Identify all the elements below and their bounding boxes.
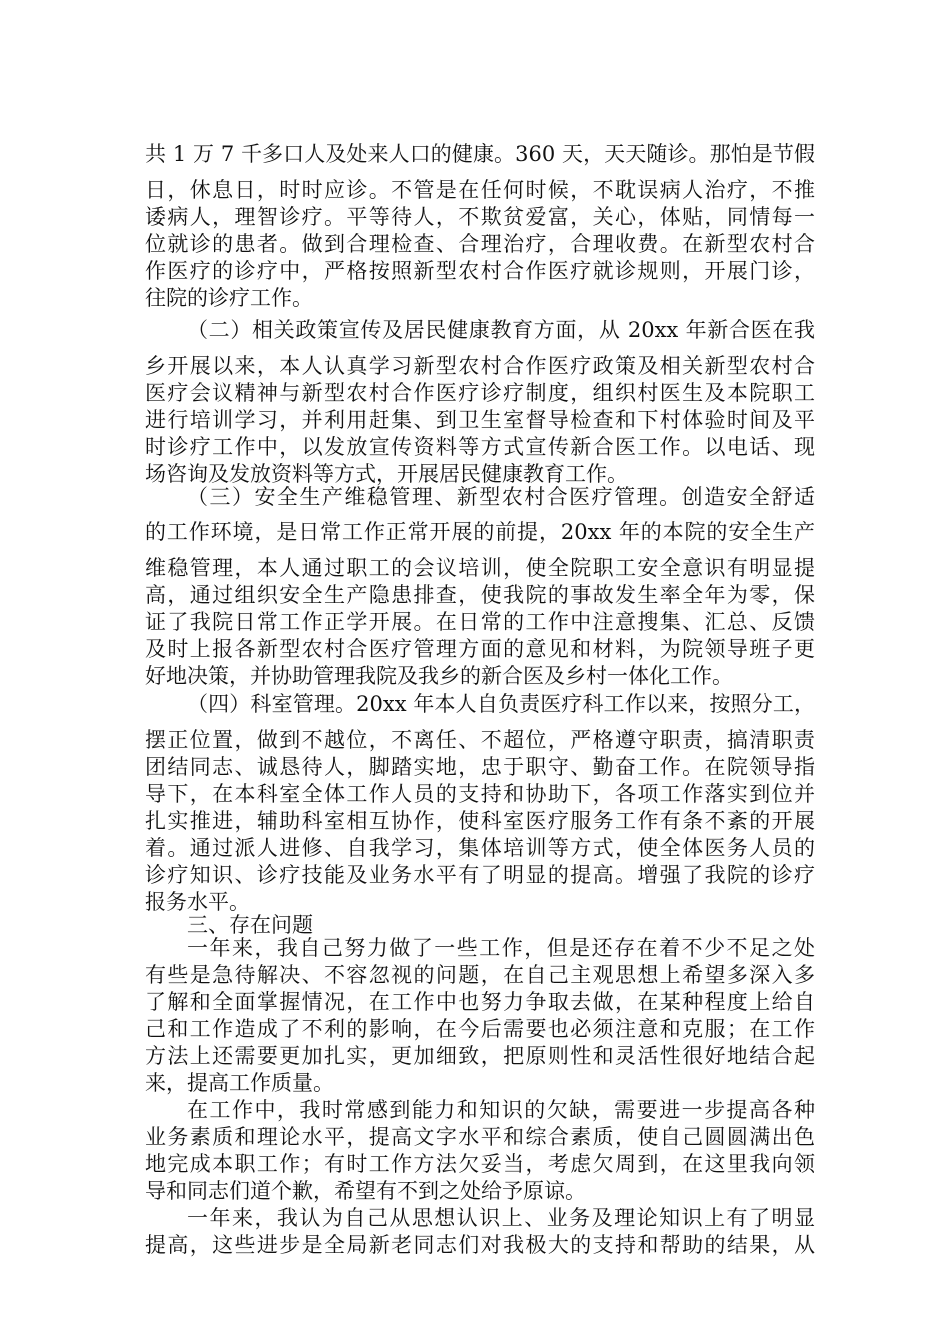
text-line: （四）科室管理。20xx 年本人自负责医疗科工作以来，按照分工， (187, 692, 815, 716)
text-line: （三）安全生产维稳管理、新型农村合医疗管理。创造安全舒适 (187, 485, 815, 509)
text-line: 进行培训学习，并利用赶集、到卫生室督导检查和下村体验时间及平 (145, 408, 815, 432)
text-line: 场咨询及发放资料等方式，开展居民健康教育工作。 (145, 462, 628, 486)
text-line: 有些是急待解决、不容忽视的问题，在自己主观思想上希望多深入多 (145, 963, 815, 987)
text-line: 时诊疗工作中，以发放宣传资料等方式宣传新合医工作。以电话、现 (145, 435, 815, 459)
text-line: 导下，在本科室全体工作人员的支持和协助下，各项工作落实到位并 (145, 782, 815, 806)
text-line: 的工作环境，是日常工作正常开展的前提，20xx 年的本院的安全生产 (145, 520, 815, 544)
text-line: 地完成本职工作；有时工作方法欠妥当，考虑欠周到，在这里我向领 (145, 1152, 815, 1176)
text-line: 己和工作造成了不利的影响，在今后需要也必须注意和克服；在工作 (145, 1017, 815, 1041)
text-line: 业务素质和理论水平，提高文字水平和综合素质，使自己圆圆满出色 (145, 1125, 815, 1149)
text-line: 日，休息日，时时应诊。不管是在任何时候，不耽误病人治疗，不推 (145, 178, 815, 202)
text-line: 诿病人，理智诊疗。平等待人，不欺贫爱富，关心，体贴，同情每一 (145, 205, 815, 229)
text-line: 医疗会议精神与新型农村合作医疗诊疗制度，组织村医生及本院职工 (145, 381, 815, 405)
text-line: 好地决策，并协助管理我院及我乡的新合医及乡村一体化工作。 (145, 664, 733, 688)
text-line: 高，通过组织安全生产隐患排查，使我院的事故发生率全年为零，保 (145, 583, 815, 607)
text-line: 往院的诊疗工作。 (145, 286, 313, 310)
text-line: （二）相关政策宣传及居民健康教育方面，从 20xx 年新合医在我 (187, 318, 815, 342)
text-line: 扎实推进，辅助科室相互协作，使科室医疗服务工作有条不紊的开展 (145, 809, 815, 833)
text-line: 团结同志、诚恳待人，脚踏实地，忠于职守、勤奋工作。在院领导指 (145, 755, 815, 779)
text-line: 诊疗知识、诊疗技能及业务水平有了明显的提高。增强了我院的诊疗 (145, 863, 815, 887)
text-line: 证了我院日常工作正学开展。在日常的工作中注意搜集、汇总、反馈 (145, 610, 815, 634)
text-line: 一年来，我认为自己从思想认识上、业务及理论知识上有了明显 (187, 1206, 815, 1230)
text-line: 提高，这些进步是全局新老同志们对我极大的支持和帮助的结果，从 (145, 1233, 815, 1257)
text-line: 一年来，我自己努力做了一些工作，但是还存在着不少不足之处 (187, 936, 815, 960)
text-line: 位就诊的患者。做到合理检查、合理治疗，合理收费。在新型农村合 (145, 232, 815, 256)
text-line: 三、存在问题 (187, 913, 313, 937)
text-line: 作医疗的诊疗中，严格按照新型农村合作医疗就诊规则，开展门诊， (145, 259, 815, 283)
text-line: 导和同志们道个歉，希望有不到之处给予原谅。 (145, 1179, 586, 1203)
text-line: 方法上还需要更加扎实，更加细致，把原则性和灵活性很好地结合起 (145, 1044, 815, 1068)
text-line: 及时上报各新型农村合医疗管理方面的意见和材料，为院领导班子更 (145, 637, 815, 661)
text-line: 报务水平。 (145, 890, 250, 914)
text-line: 维稳管理，本人通过职工的会议培训，使全院职工安全意识有明显提 (145, 556, 815, 580)
text-line: 在工作中，我时常感到能力和知识的欠缺，需要进一步提高各种 (187, 1098, 815, 1122)
text-line: 了解和全面掌握情况，在工作中也努力争取去做，在某种程度上给自 (145, 990, 815, 1014)
text-line: 乡开展以来，本人认真学习新型农村合作医疗政策及相关新型农村合 (145, 354, 815, 378)
text-line: 摆正位置，做到不越位，不离任、不超位，严格遵守职责，搞清职责 (145, 728, 815, 752)
text-line: 共 1 万 7 千多口人及处来人口的健康。360 天，天天随诊。那怕是节假 (145, 142, 815, 166)
text-line: 着。通过派人进修、自我学习，集体培训等方式，使全体医务人员的 (145, 836, 815, 860)
text-line: 来，提高工作质量。 (145, 1071, 334, 1095)
